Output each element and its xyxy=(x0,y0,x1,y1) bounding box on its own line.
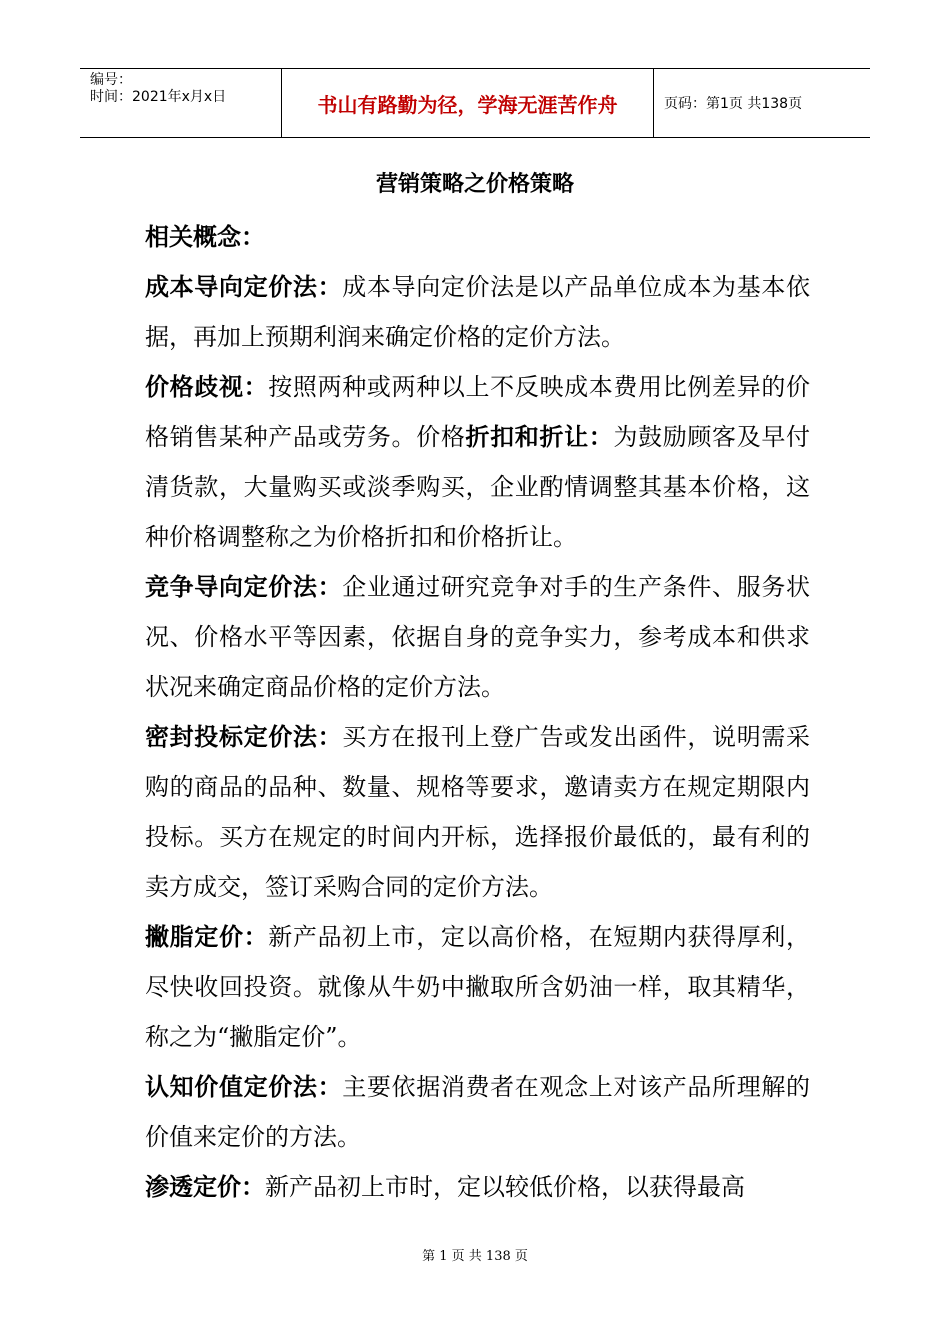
time-label: 时间：2021年x月x日 xyxy=(90,89,227,105)
paragraph xyxy=(145,712,810,912)
definition: 按照两种或两种以上不反映成本费用比例差异的价格销售某种产品或劳务。价格 xyxy=(145,373,811,451)
definition: 为鼓励顾客及早付清货款，大量购买或淡季购买，企业酌情调整其基本价格，这种价格调整称之为价格折扣和价格折让。 xyxy=(145,423,811,551)
definition: 新产品初上市，定以高价格，在短期内获得厚利，尽快收回投资。就像从牛奶中撇取所含奶油一样，取其精华，称之为“撇脂定价”。 xyxy=(145,923,811,1051)
header-page-info: 页码：第1页 共138页 xyxy=(664,96,803,112)
term: 认知价值定价法： xyxy=(145,1073,343,1101)
paragraph xyxy=(145,1062,810,1162)
paragraph xyxy=(145,212,810,262)
definition: 企业通过研究竞争对手的生产条件、服务状况、价格水平等因素，依据自身的竞争实力，参考成本和供求状况来确定商品价格的定价方法。 xyxy=(145,573,811,701)
definition: 新产品初上市时，定以较低价格，以获得最高 xyxy=(265,1173,745,1201)
term: 成本导向定价法： xyxy=(145,273,343,301)
term: 折扣和折让： xyxy=(465,423,614,451)
term: 价格歧视： xyxy=(145,373,269,401)
paragraph xyxy=(145,262,810,362)
definition: 买方在报刊上登广告或发出函件，说明需采购的商品的品种、数量、规格等要求，邀请卖方在规定期限内投标。买方在规定的时间内开标，选择报价最低的，最有利的卖方成交，签订采购合同的定价方法。 xyxy=(145,723,811,901)
term: 撇脂定价： xyxy=(145,923,269,951)
paragraph xyxy=(145,1162,810,1212)
paragraph xyxy=(145,362,810,562)
document-body xyxy=(145,212,810,1212)
paragraph xyxy=(145,562,810,712)
page-footer: 第 1 页 共 138 页 xyxy=(422,1249,528,1264)
paragraph xyxy=(145,912,810,1062)
definition: 主要依据消费者在观念上对该产品所理解的价值来定价的方法。 xyxy=(145,1073,811,1151)
term: 密封投标定价法： xyxy=(145,723,343,751)
header-meta xyxy=(80,69,282,137)
number-label: 编号： xyxy=(90,72,132,88)
term: 竞争导向定价法： xyxy=(145,573,343,601)
header-table xyxy=(80,68,870,138)
term: 渗透定价： xyxy=(145,1173,265,1201)
definition: 成本导向定价法是以产品单位成本为基本依据，再加上预期利润来确定价格的定价方法。 xyxy=(145,273,811,351)
term: 相关概念： xyxy=(145,223,265,251)
document-title: 营销策略之价格策略 xyxy=(375,172,574,197)
header-motto: 书山有路勤为径，学海无涯苦作舟 xyxy=(282,69,654,137)
